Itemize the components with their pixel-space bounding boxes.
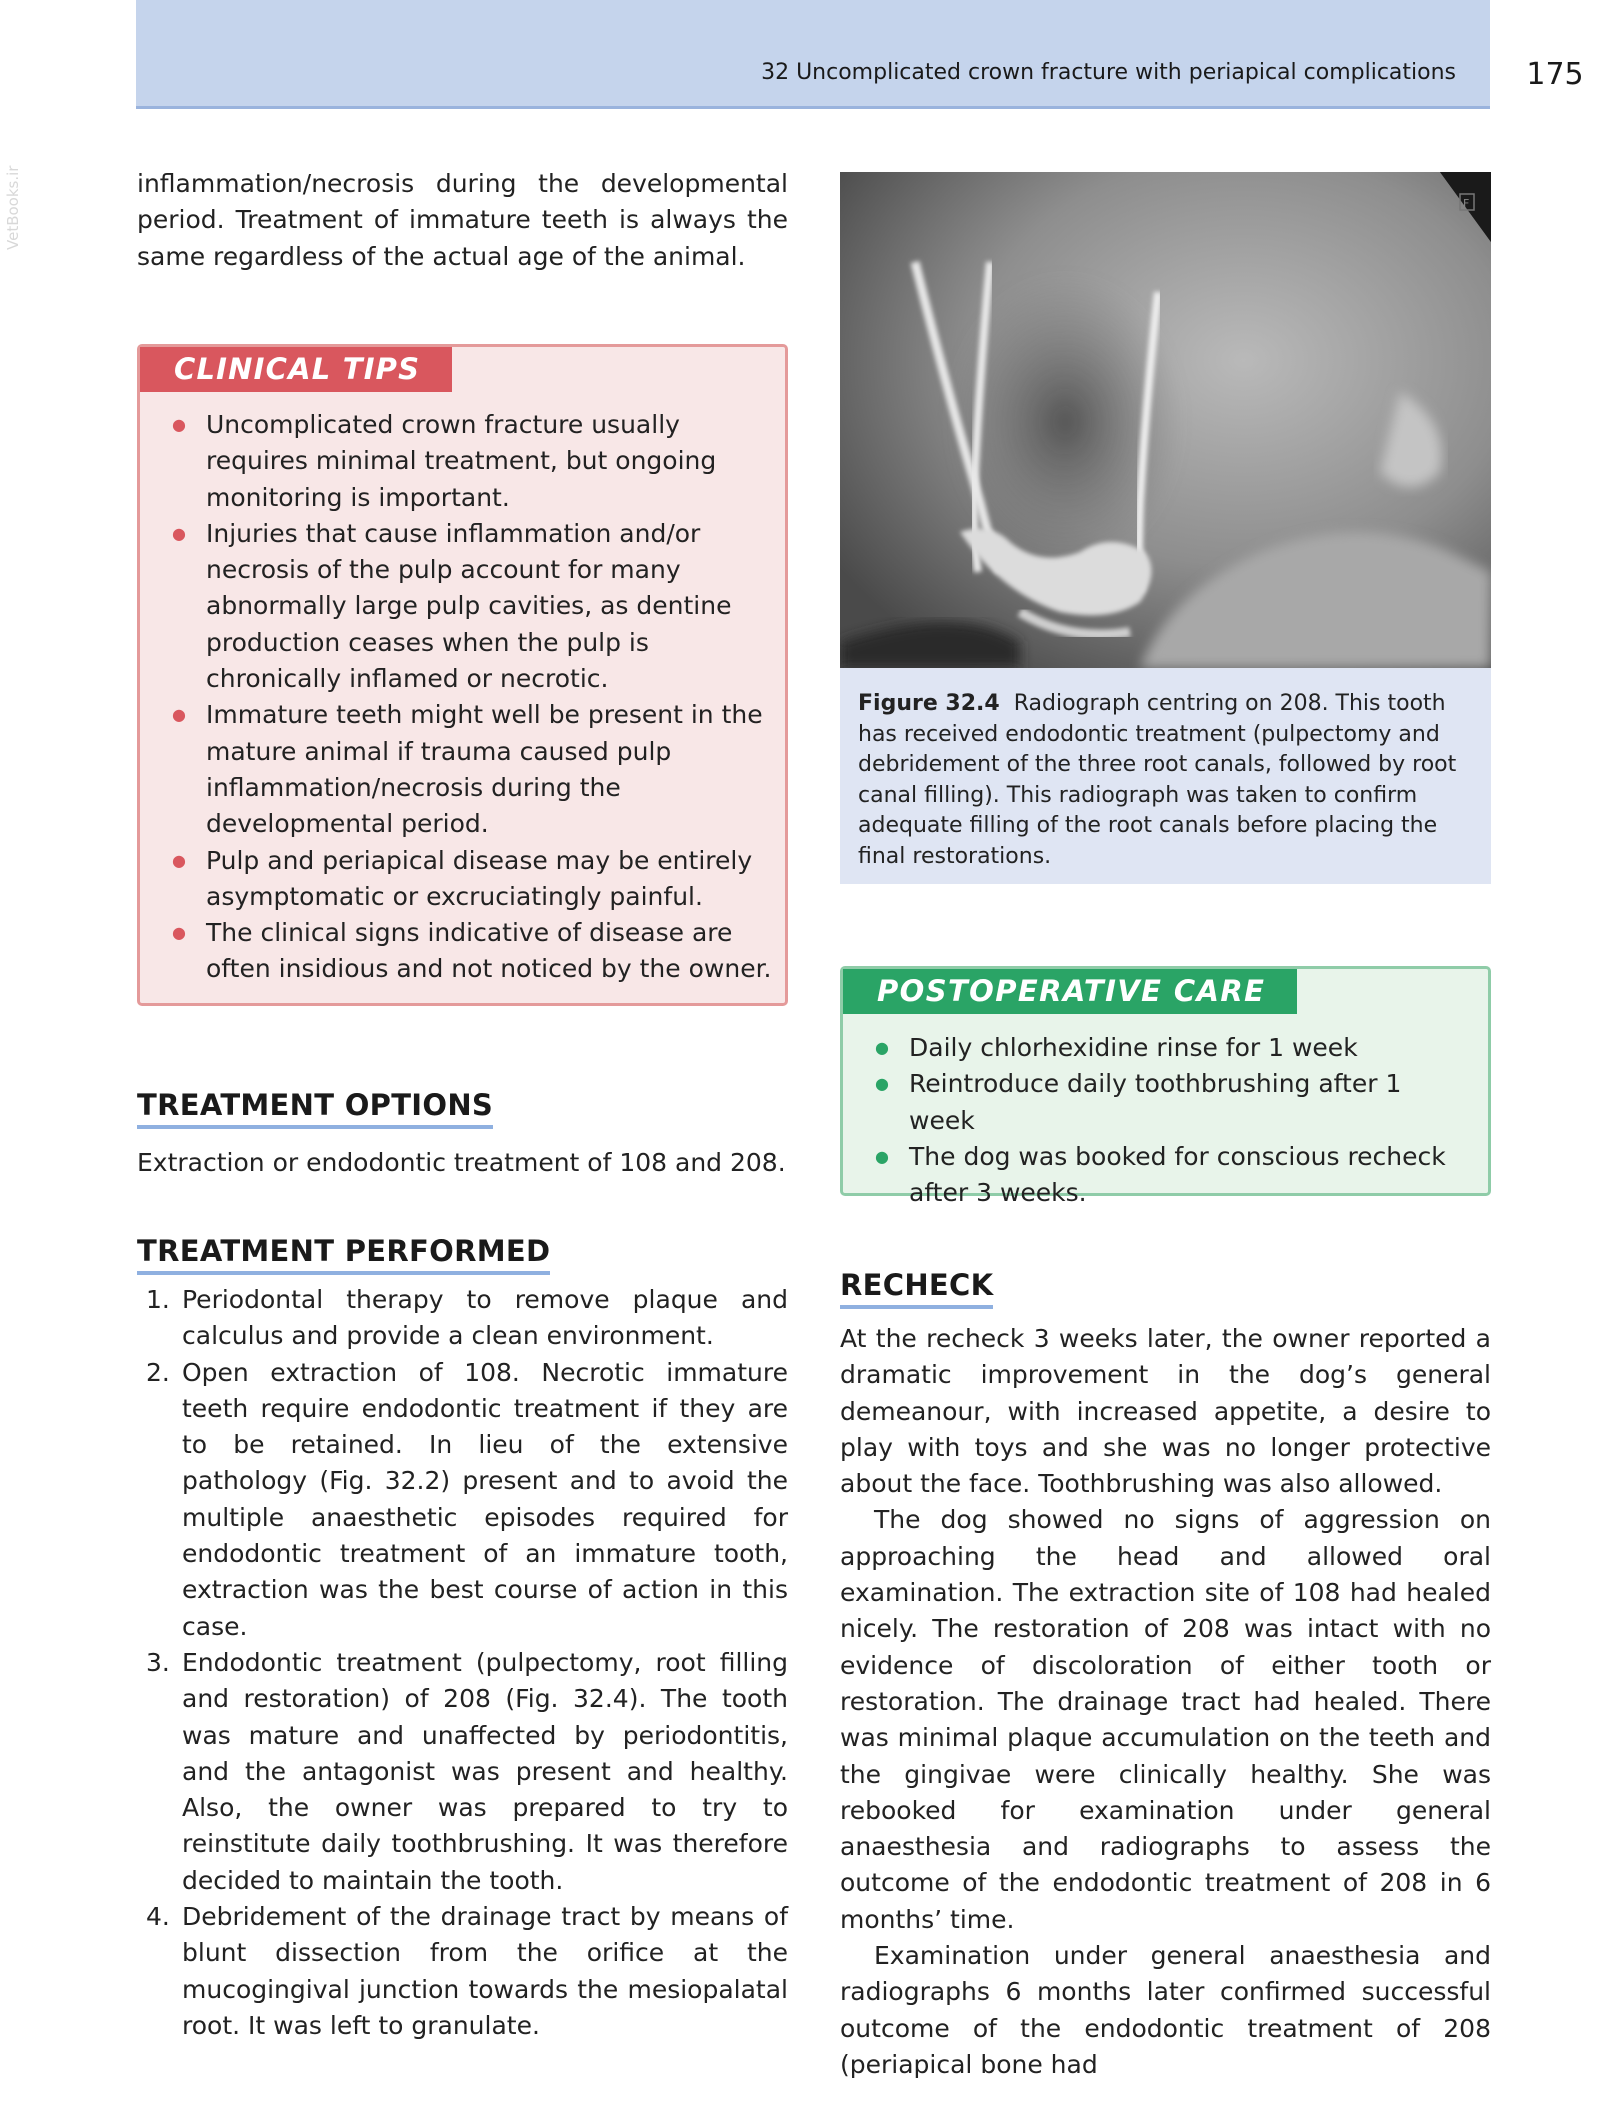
recheck-section — [840, 1268, 1491, 2083]
postoperative-care-heading: POSTOPERATIVE CARE — [843, 969, 1297, 1014]
list-item: ● Daily chlorhexidine rinse for 1 week — [843, 1030, 1472, 1066]
list-item: ● Immature teeth might well be present in the mature animal if trauma caused pulp inflammation/necrosis during the developmental period. — [140, 697, 785, 842]
clinical-tips-box — [137, 344, 788, 1006]
treatment-options-text: Extraction or endodontic treatment of 108 and 208. — [137, 1148, 786, 1177]
treatment-performed-section — [137, 1234, 788, 2044]
intro-paragraph: inflammation/necrosis during the developmental period. Treatment of immature teeth is always the same regardless of the actual age of the animal. — [137, 169, 788, 271]
treatment-performed-list — [137, 1282, 788, 2044]
list-item — [137, 1355, 788, 1645]
intro-paragraph-block — [137, 166, 788, 275]
figure-label: Figure 32.4 — [858, 691, 1000, 716]
page-number: 175 — [1526, 57, 1584, 92]
postoperative-care-list — [843, 1030, 1488, 1211]
item-text: Periodontal therapy to remove plaque and calculus and provide a clean environment. — [182, 1285, 788, 1351]
chapter-title: 32 Uncomplicated crown fracture with periapical complications — [761, 60, 1456, 85]
item-text: Debridement of the drainage tract by means of blunt dissection from the orifice at the mucogingival junction towards the mesiopalatal root. It was left to granulate. — [182, 1902, 788, 2040]
item-text: Endodontic treatment (pulpectomy, root filling and restoration) of 208 (Fig. 32.4). The tooth was mature and unaffected by periodontitis, and the antagonist was present and healthy. Also, the owner was prepared to try to reinstitute daily toothbrushing. It was therefore decided to maintain the tooth. — [182, 1647, 788, 1895]
side-watermark: VetBooks.ir — [4, 165, 22, 250]
list-item — [137, 1645, 788, 1899]
radiograph-figure — [840, 172, 1491, 668]
postoperative-care-box — [840, 966, 1491, 1208]
treatment-options-section — [137, 1088, 788, 1181]
figure-caption — [840, 668, 1491, 884]
list-item: ● Injuries that cause inflammation and/or necrosis of the pulp account for many abnormally large pulp cavities, as dentine production ceases when the pulp is chronically inflamed or necrotic. — [140, 516, 785, 697]
list-item: ● Uncomplicated crown fracture usually requires minimal treatment, but ongoing monitoring is important. — [140, 407, 785, 516]
recheck-heading: RECHECK — [840, 1268, 993, 1309]
figure-caption-body: Radiograph centring on 208. This tooth has received endodontic treatment (pulpectomy and debridement of the three root canals, followed by root canal filling). This radiograph was taken to confirm adequate filling of the root canals before placing the final restorations. — [858, 691, 1457, 869]
figure-caption-text — [858, 689, 1473, 872]
clinical-tips-heading: CLINICAL TIPS — [140, 347, 452, 392]
list-item: ● The clinical signs indicative of disease are often insidious and not noticed by the owner. — [140, 915, 785, 988]
clinical-tips-list — [140, 407, 785, 988]
item-text: Open extraction of 108. Necrotic immature teeth require endodontic treatment if they are to be retained. In lieu of the extensive pathology (Fig. 32.2) present and to avoid the multiple anaesthetic episodes required for endodontic treatment of an immature tooth, extraction was the best course of action in this case. — [182, 1357, 788, 1641]
recheck-paragraph: The dog showed no signs of aggression on approaching the head and allowed oral examination. The extraction site of 108 had healed nicely. The restoration of 208 was intact with no evidence of discoloration of either tooth or restoration. The drainage tract had healed. There was minimal plaque accumulation on the teeth and the gingivae were clinically healthy. She was rebooked for examination under general anaesthesia and radiographs to assess the outcome of the endodontic treatment of 208 in 6 months’ time. — [840, 1505, 1491, 1934]
item-number: 1. — [146, 1285, 170, 1314]
film-marker-letter: F — [1463, 197, 1470, 210]
recheck-paragraph: At the recheck 3 weeks later, the owner reported a dramatic improvement in the dog’s general demeanour, with increased appetite, a desire to play with toys and she was no longer protective about the face. Toothbrushing was also allowed. — [840, 1324, 1491, 1499]
item-number: 4. — [146, 1902, 170, 1932]
recheck-paragraph: Examination under general anaesthesia and radiographs 6 months later confirmed successful outcome of the endodontic treatment of 208 (periapical bone had — [840, 1941, 1491, 2079]
treatment-options-heading: TREATMENT OPTIONS — [137, 1088, 493, 1129]
running-header — [136, 0, 1490, 109]
list-item: ● Pulp and periapical disease may be entirely asymptomatic or excruciatingly painful. — [140, 843, 785, 916]
list-item: ● The dog was booked for conscious recheck after 3 weeks. — [843, 1139, 1472, 1212]
list-item — [137, 1899, 788, 2044]
list-item: ● Reintroduce daily toothbrushing after 1 week — [843, 1066, 1472, 1139]
item-number: 2. — [146, 1357, 170, 1387]
treatment-performed-heading: TREATMENT PERFORMED — [137, 1234, 550, 1275]
list-item — [137, 1282, 788, 1355]
radiograph-image — [840, 172, 1491, 668]
item-number: 3. — [146, 1647, 170, 1677]
